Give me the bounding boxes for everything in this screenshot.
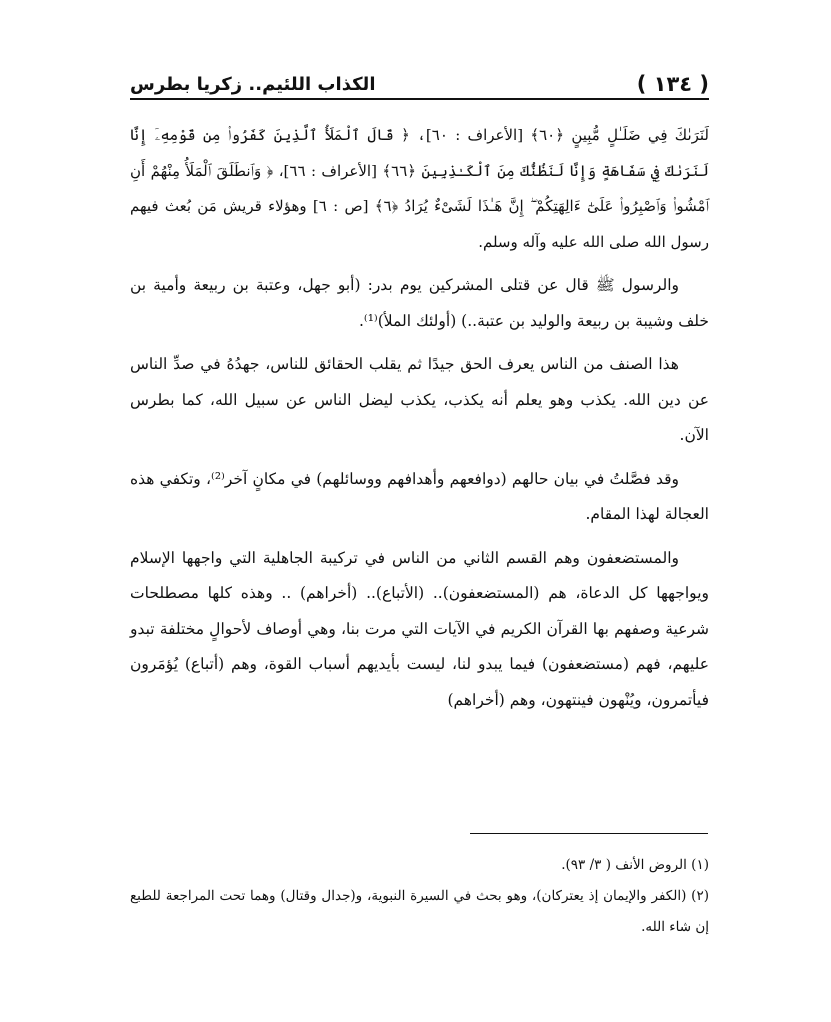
body-text xyxy=(130,118,709,726)
footnote-divider xyxy=(470,833,708,834)
paragraph-detail: وقد فصَّلتُ في بيان حالهم (دوافعهم وأهدافهم ووسائلهم) في مكانٍ آخر⁽²⁾، وتكفي هذه العجالة لهذا المقام. xyxy=(130,469,709,523)
footnote-2: (٢) (الكفر والإيمان إذ يعتركان)، وهو بحث في السيرة النبوية، و(جدال وقتال) وهما تحت المراجعة للطبع إن شاء الله. xyxy=(130,888,709,935)
paragraph-badr: والرسول ﷺ قال عن قتلى المشركين يوم بدر: (أبو جهل، وعتبة بن ربيعة وأمية بن خلف وشيبة بن ربيعة والوليد بن عتبة..) (أولئك الملأ)⁽¹⁾. xyxy=(130,276,709,330)
running-header xyxy=(130,70,709,100)
footnotes xyxy=(130,850,709,943)
paragraph-weak: والمستضعفون وهم القسم الثاني من الناس في تركيبة الجاهلية التي واجهها الإسلام ويواجهها كل الدعاة، هم (المستضعفون).. (الأتباع).. (أخراهم) .. وهذه كلها مصطلحات شرعية وصفهم بها القرآن الكريم في الآيات التي مرت بنا، وهي أوصاف لأحوالٍ مختلفة تبدو عليهم، فهم (مستضعفون) فيما يبدو لنا، ليست بأيديهم أسباب القوة، وهم (أتباع) يُؤمَرون فيأتمرون، ويُنْهون فينتهون، وهم (أخراهم) xyxy=(130,548,709,709)
footnote-1: (١) الروض الأنف ( ٣/ ٩٣). xyxy=(561,857,709,873)
page-number: ( ١٣٤ ) xyxy=(636,72,709,96)
paragraph-quran-verses: لَنَرَىٰكَ فِي ضَلَـٰلٍ مُّبِينٍ ﴿٦٠﴾ [الأعراف : ٦٠]، ﴿ قَالَ ٱلْمَلَأُ ٱلَّذِينَ كَفَرُوا۟ مِن قَوْمِهِۦٓ إِنَّا لَنَرَىٰكَ فِي سَفَاهَةٍ وَإِنَّا لَنَظُنُّكَ مِنَ ٱلْكَـٰذِبِينَ ﴿٦٦﴾ [الأعراف : ٦٦]، ﴿ وَٱنطَلَقَ ٱلْمَلَأُ مِنْهُمْ أَنِ ٱمْشُوا۟ وَٱصْبِرُوا۟ عَلَىٰٓ ءَالِهَتِكُمْ ۖ إِنَّ هَـٰذَا لَشَىْءٌ يُرَادُ ﴿٦﴾ [ص : ٦] وهؤلاء قريش مَن بُعث فيهم رسول الله صلى الله عليه وآله وسلم. xyxy=(130,126,709,251)
book-title: الكذاب اللئيم.. زكريا بطرس xyxy=(130,74,376,95)
paragraph-liars: هذا الصنف من الناس يعرف الحق جيدًا ثم يقلب الحقائق للناس، جهدُهُ في صدِّ الناس عن دين الله. يكذب وهو يعلم أنه يكذب، يكذب ليضل الناس عن سبيل الله، كما بطرس الآن. xyxy=(130,355,709,444)
